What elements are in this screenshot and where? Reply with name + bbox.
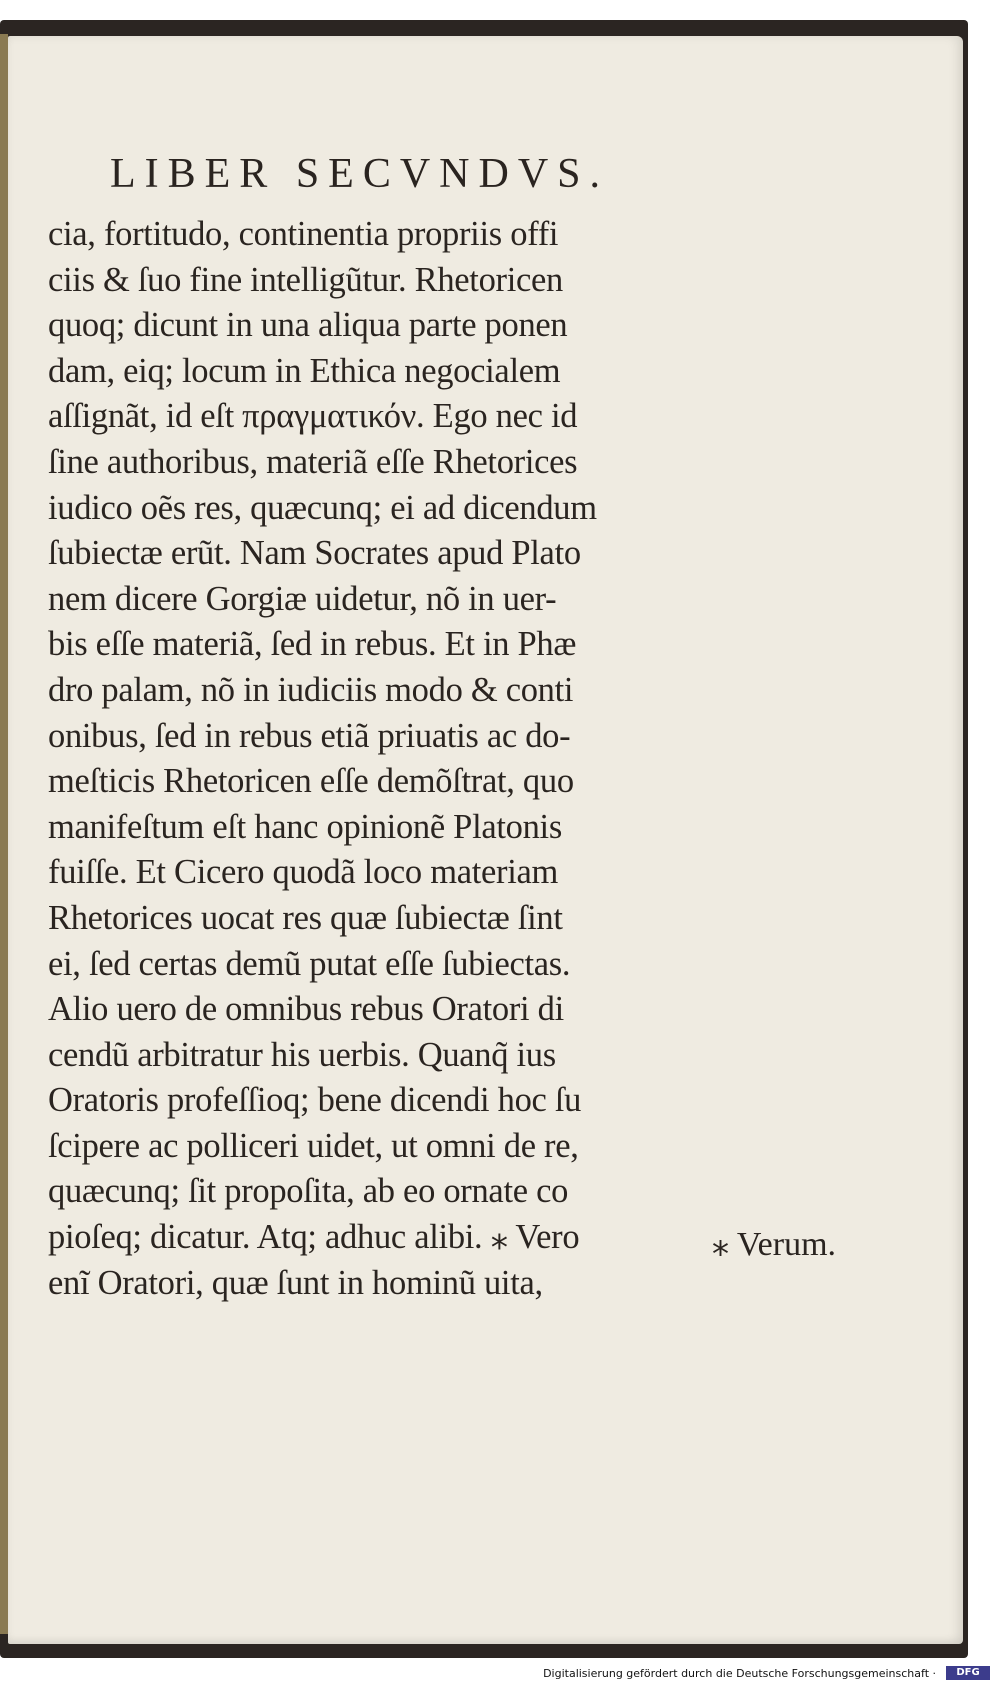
text-line: Oratoris profeſſioq; bene dicendi hoc ſu (48, 1081, 582, 1120)
text-line: quæcunq; ſit propoſita, ab eo ornate co (48, 1172, 569, 1211)
text-line: onibus, ſed in rebus etiã priuatis ac do- (48, 716, 571, 755)
dfg-logo: DFG (946, 1666, 990, 1680)
cover-edge (0, 34, 8, 1634)
running-head: LIBER SECVNDVS. (110, 151, 610, 197)
text-line: ciis & ſuo fine intelligũtur. Rhetoricen (48, 260, 563, 299)
text-line: cendũ arbitratur his uerbis. Quanq̃ ius (48, 1035, 556, 1074)
text-line: ſine authoribus, materiã eſſe Rhetorices (48, 442, 578, 481)
digitization-credit: Digitalisierung gefördert durch die Deutsche Forschungsgemeinschaft · (543, 1667, 936, 1680)
text-line: ſubiectæ erũt. Nam Socrates apud Plato (48, 534, 581, 573)
text-line: Alio uero de omnibus rebus Oratori di (48, 990, 564, 1029)
text-line: dam, eiq; locum in Ethica negocialem (48, 351, 561, 390)
text-line: fuiſſe. Et Cicero quodã loco materiam (48, 853, 559, 892)
text-line: nem dicere Gorgiæ uidetur, nõ in uer- (48, 579, 557, 618)
text-line: Rhetorices uocat res quæ ſubiectæ ſint (48, 898, 563, 937)
text-line: enĩ Oratori, quæ ſunt in hominũ uita, (48, 1263, 543, 1302)
margin-note: ⁎ Verum. (712, 1226, 837, 1263)
text-line: dro palam, nõ in iudiciis modo & conti (48, 670, 574, 709)
body-text (48, 212, 688, 1306)
text-line: cia, fortitudo, continentia propriis offi (48, 215, 559, 253)
text-line: pioſeq; dicatur. Atq; adhuc alibi. ⁎ Vero (48, 1218, 580, 1257)
text-line: manifeſtum eſt hanc opinionẽ Platonis (48, 807, 562, 846)
text-line: iudico oẽs res, quæcunq; ei ad dicendum (48, 488, 597, 527)
text-line: ſcipere ac polliceri uidet, ut omni de re, (48, 1126, 579, 1165)
text-line: quoq; dicunt in una aliqua parte ponen (48, 306, 568, 345)
text-line: bis eſſe materiã, ſed in rebus. Et in Phæ (48, 625, 577, 664)
text-line: ei, ſed certas demũ putat eſſe ſubiectas. (48, 944, 571, 983)
text-line: aſſignãt, id eſt πραγματικόν. Ego nec id (48, 397, 578, 436)
text-line: meſticis Rhetoricen eſſe demõſtrat, quo (48, 762, 574, 801)
